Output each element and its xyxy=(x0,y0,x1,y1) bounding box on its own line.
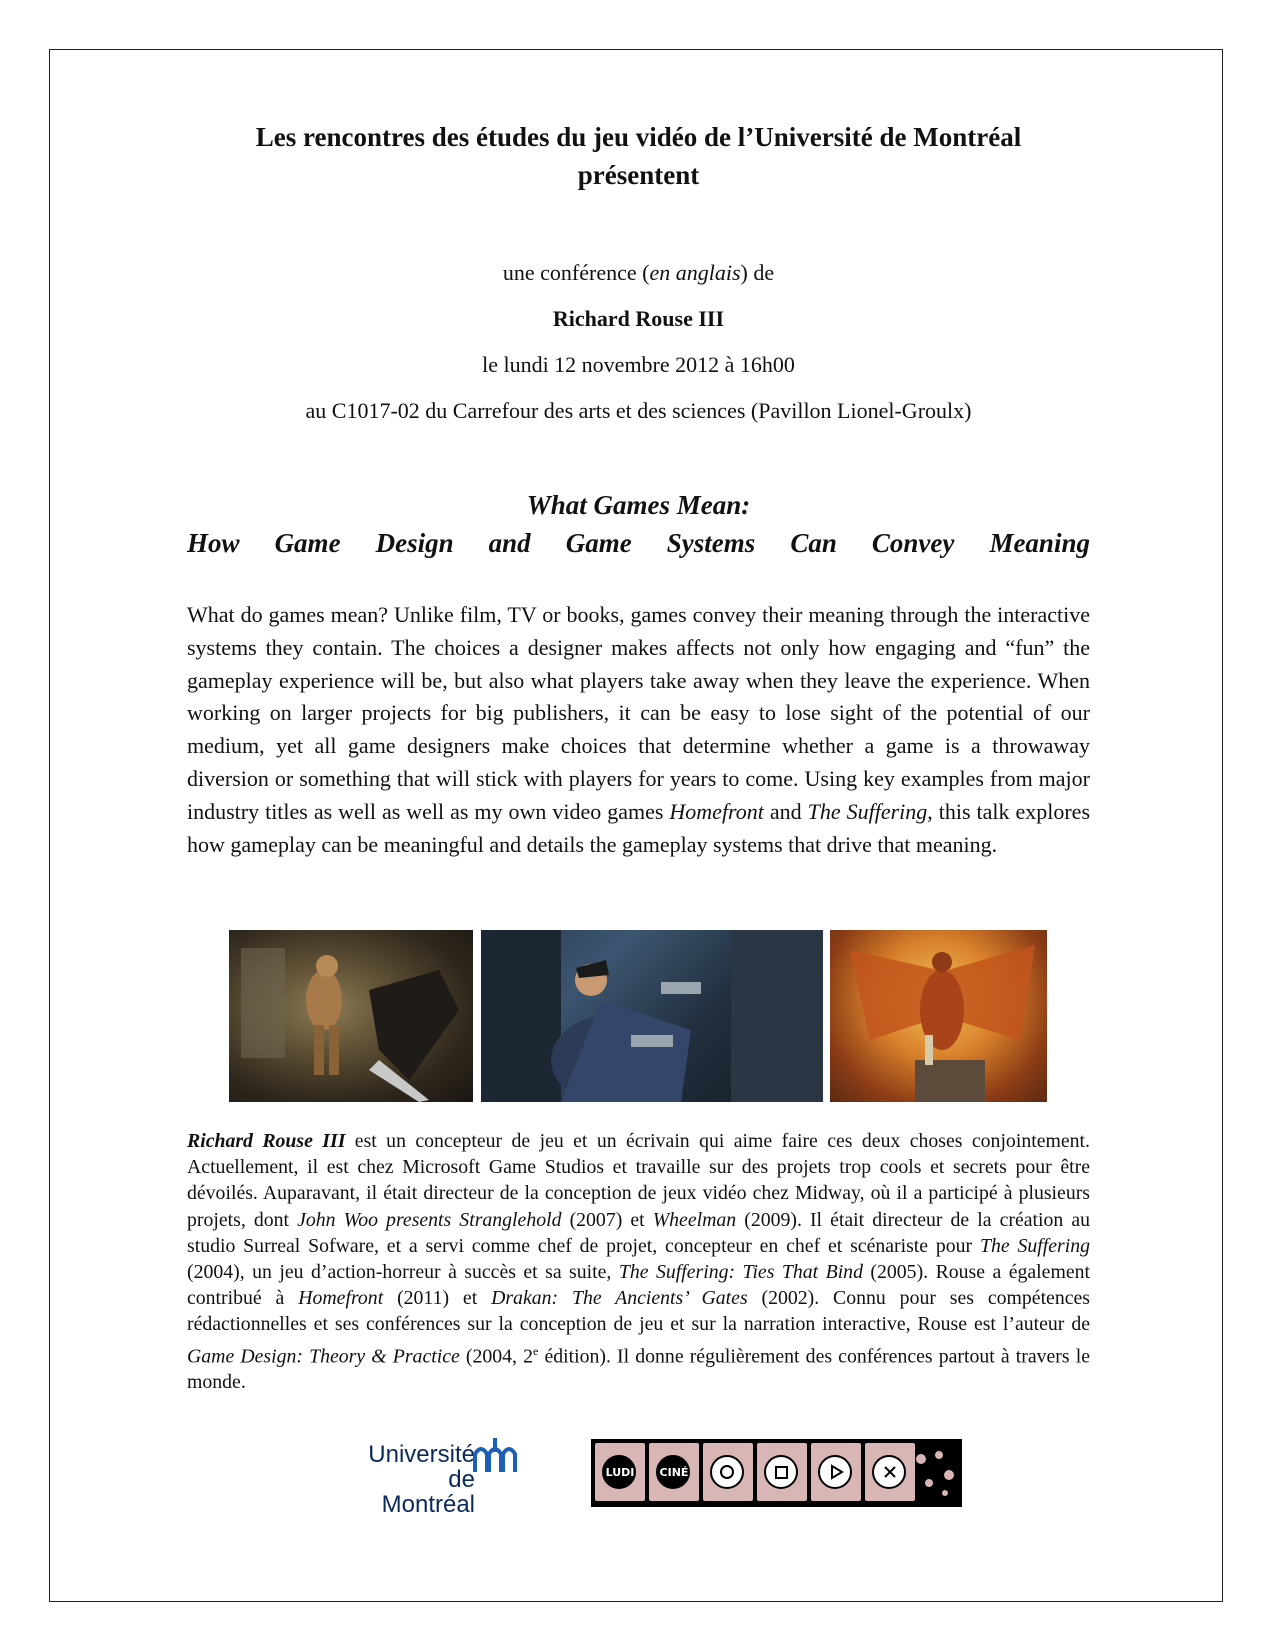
flower-decoration-icon xyxy=(909,1445,959,1501)
ludi-label: LUDI xyxy=(605,1466,635,1479)
bio-name: Richard Rouse III xyxy=(187,1130,346,1152)
subtitle-word: and xyxy=(488,528,531,558)
bio-title: The Suffering: Ties That Bind xyxy=(618,1261,863,1284)
bio-title: Game Design: Theory & Practice xyxy=(187,1345,460,1368)
intro-line xyxy=(187,260,1090,286)
subtitle-word: Convey xyxy=(871,528,955,558)
subtitle-word: Design xyxy=(375,528,454,558)
cross-button-icon xyxy=(865,1443,915,1501)
triangle-button-icon xyxy=(811,1443,861,1501)
ludicine-logo xyxy=(591,1439,962,1507)
game-screenshot-drakan xyxy=(830,930,1047,1102)
udem-logo-line-1: Université xyxy=(368,1441,475,1468)
bio-text: (2004), un jeu d’action-horreur à succès et sa suite, xyxy=(187,1261,619,1284)
circle-button-icon xyxy=(703,1443,753,1501)
subtitle-word: Systems xyxy=(666,528,756,558)
abstract-game-title: The Suffering xyxy=(807,798,928,824)
intro-suffix: ) de xyxy=(740,260,775,285)
intro-italic: en anglais xyxy=(649,260,741,285)
subtitle-word: Game xyxy=(274,528,341,558)
abstract-game-title: Homefront xyxy=(669,798,764,824)
event-location: au C1017-02 du Carrefour des arts et des sciences (Pavillon Lionel-Groulx) xyxy=(305,398,972,423)
subtitle-word: Meaning xyxy=(989,528,1090,558)
bio-text: (2005). Rouse a également contribué à xyxy=(187,1261,1090,1310)
game-screenshot-stranglehold xyxy=(481,930,823,1102)
bio-text: (2011) et xyxy=(383,1287,492,1310)
header-line-1: Les rencontres des études du jeu vidéo de l’Université de Montréal xyxy=(255,122,1022,152)
ludi-tile xyxy=(595,1443,645,1501)
udem-logo-line-2: de Montréal xyxy=(381,1466,475,1518)
bio-text: édition). Il donne régulièrement des conférences partout à travers le monde. xyxy=(187,1345,1090,1394)
bio-title: Homefront xyxy=(298,1287,384,1310)
bio-text: (2007) et xyxy=(561,1208,653,1231)
abstract-text: , this talk explores how gameplay can be meaningful and details the gameplay systems that drive that meaning. xyxy=(187,798,1091,857)
game-screenshot-suffering xyxy=(229,930,473,1102)
header-title xyxy=(187,118,1090,194)
talk-title: What Games Mean: xyxy=(526,490,751,520)
bio-title: The Suffering xyxy=(979,1234,1090,1257)
header-line-2: présentent xyxy=(577,160,700,190)
bio-superscript: e xyxy=(533,1343,539,1358)
event-date: le lundi 12 novembre 2012 à 16h00 xyxy=(482,352,795,377)
bio-title: Wheelman xyxy=(652,1208,737,1231)
bio-title: Drakan: The Ancients’ Gates xyxy=(491,1287,748,1310)
subtitle-word: Can xyxy=(790,528,837,558)
bio-paragraph xyxy=(187,1128,1090,1396)
intro-prefix: une conférence ( xyxy=(502,260,650,285)
cine-tile xyxy=(649,1443,699,1501)
bio-text: (2002). Connu pour ses compétences rédactionnelles et ses conférences sur la conception de jeu et sur la narration interactive, Rouse est l’auteur de xyxy=(187,1287,1090,1336)
bio-text: (2004, 2 xyxy=(459,1345,534,1368)
subtitle-word: Game xyxy=(565,528,632,558)
abstract-text: and xyxy=(763,798,808,824)
abstract-paragraph xyxy=(187,599,1090,861)
udem-emblem-icon xyxy=(473,1438,517,1472)
speaker-name: Richard Rouse III xyxy=(552,306,725,331)
talk-subtitle xyxy=(187,528,1090,559)
square-button-icon xyxy=(757,1443,807,1501)
bio-text: est un concepteur de jeu et un écrivain qui aime faire ces deux choses conjointement. Actuellement, il est chez Microsoft Game Studios et travaille sur des projets trop cools et secrets pour être dévoilés. Auparavant, il était directeur de la conception de jeux vidéo chez Midway, où il a participé à plusieurs projets, dont xyxy=(187,1130,1090,1231)
cine-label: CINÉ xyxy=(659,1466,689,1479)
subtitle-word: How xyxy=(187,528,240,558)
udem-logo xyxy=(349,1438,519,1518)
bio-title: John Woo presents Stranglehold xyxy=(297,1208,562,1231)
bio-text: (2009). Il était directeur de la création au studio Surreal Sofware, et a servi comme chef de projet, concepteur en chef et scénariste pour xyxy=(187,1208,1091,1257)
abstract-text: What do games mean? Unlike film, TV or books, games convey their meaning through the interactive systems they contain. The choices a designer makes affects not only how engaging and “fun” the gameplay experience will be, but also what players take away when they leave the experience. When working on larger projects for big publishers, it can be easy to lose sight of the potential of our medium, yet all game designers make choices that determine whether a game is a throwaway diversion or something that will stick with players for years to come. Using key examples from major industry titles as well as well as my own video games xyxy=(187,602,1090,824)
